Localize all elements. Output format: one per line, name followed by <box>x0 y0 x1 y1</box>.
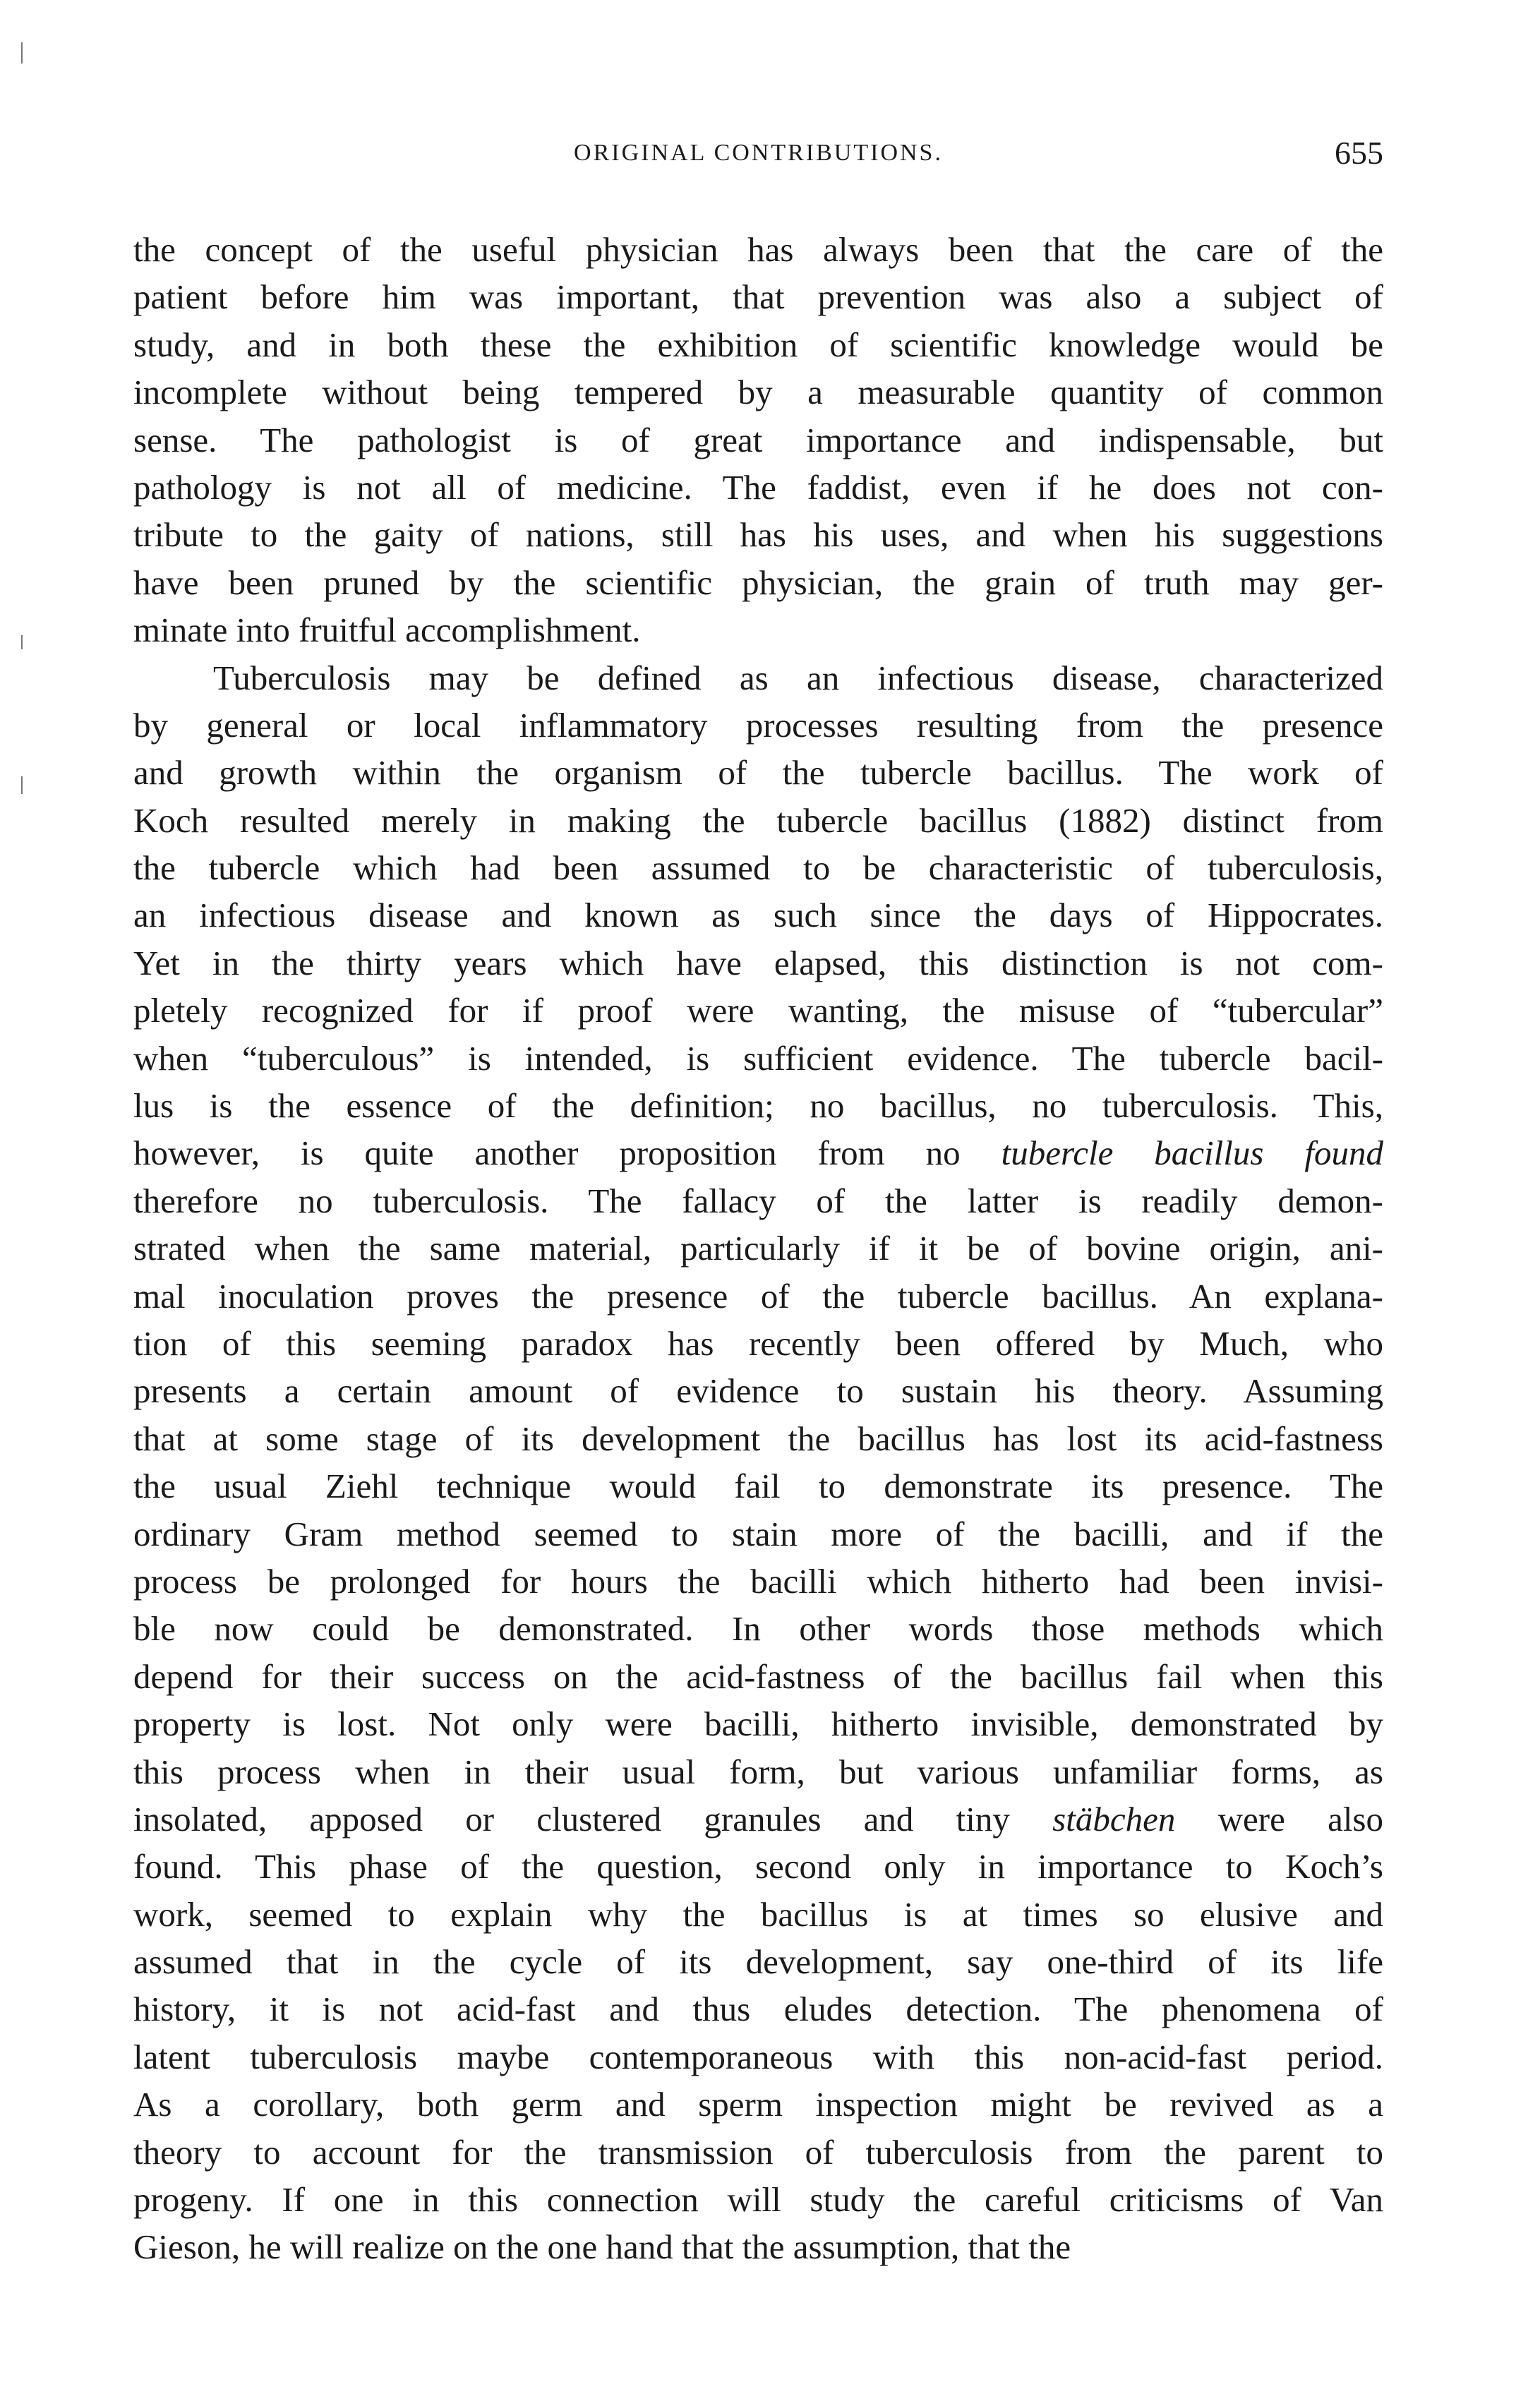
text-segment: presents a certain amount of evidence to sustain his theory. Assuming <box>133 1371 1383 1411</box>
text-segment: incomplete without being tempered by a measurable quantity of common <box>133 373 1383 412</box>
text-segment: pletely recognized for if proof were wanting, the misuse of “tubercular” <box>133 991 1383 1030</box>
scan-margin-mark <box>21 42 23 64</box>
text-line <box>133 1795 1383 1843</box>
text-segment: assumed that in the cycle of its development, say one-third of its life <box>133 1942 1383 1982</box>
text-segment: ble now could be demonstrated. In other words those methods which <box>133 1609 1383 1649</box>
text-segment: strated when the same material, particularly if it be of bovine origin, ani- <box>133 1229 1383 1268</box>
text-line <box>133 2129 1383 2176</box>
text-segment: ordinary Gram method seemed to stain more of the bacilli, and if the <box>133 1514 1383 1553</box>
body-text <box>133 226 1383 2271</box>
text-segment: study, and in both these the exhibition of scientific knowledge would be <box>133 325 1383 364</box>
text-line <box>133 464 1383 511</box>
text-segment: mal inoculation proves the presence of the tubercle bacillus. An explana- <box>133 1276 1383 1316</box>
text-segment: Yet in the thirty years which have elapsed, this distinction is not com- <box>133 943 1383 982</box>
text-line <box>133 1129 1383 1177</box>
text-segment: history, it is not acid-fast and thus eludes detection. The phenomena of <box>133 1990 1383 2029</box>
text-segment: property is lost. Not only were bacilli, hitherto invisible, demonstrated by <box>133 1704 1383 1744</box>
text-segment: insolated, apposed or clustered granules and tiny <box>133 1799 1053 1839</box>
text-segment: were also <box>1175 1799 1383 1839</box>
text-segment: found. This phase of the question, second only in importance to Koch’s <box>133 1847 1383 1886</box>
text-line <box>133 1510 1383 1558</box>
text-segment: work, seemed to explain why the bacillus is at times so elusive and <box>133 1894 1383 1934</box>
text-segment: and growth within the organism of the tubercle bacillus. The work of <box>133 753 1383 793</box>
text-segment: this process when in their usual form, but various unfamiliar forms, as <box>133 1752 1383 1791</box>
text-line <box>133 654 1383 702</box>
text-line <box>133 2176 1383 2223</box>
text-line <box>133 1605 1383 1652</box>
scan-margin-mark <box>21 776 23 794</box>
text-segment: Tuberculosis may be defined as an infectious disease, characterized <box>213 658 1383 697</box>
text-segment: lus is the essence of the definition; no bacillus, no tuberculosis. This, <box>133 1086 1383 1126</box>
text-line <box>133 1415 1383 1462</box>
text-segment: sense. The pathologist is of great importance and indispensable, but <box>133 420 1383 459</box>
text-segment: have been pruned by the scientific physician, the grain of truth may ger- <box>133 562 1383 602</box>
text-segment: tribute to the gaity of nations, still has his uses, and when his suggestions <box>133 515 1383 555</box>
text-line <box>133 1985 1383 2033</box>
text-line <box>133 2033 1383 2081</box>
text-line <box>133 1653 1383 1700</box>
text-segment: depend for their success on the acid-fastness of the bacillus fail when this <box>133 1656 1383 1696</box>
text-line <box>133 321 1383 368</box>
text-segment: when “tuberculous” is intended, is sufficient evidence. The tubercle bacil- <box>133 1038 1383 1078</box>
text-line <box>133 1700 1383 1747</box>
text-line <box>133 987 1383 1034</box>
text-segment: minate into fruitful accomplishment. <box>133 610 641 650</box>
text-segment: the concept of the useful physician has always been that the care of the <box>133 230 1383 269</box>
italic-text: stäbchen <box>1052 1799 1176 1839</box>
text-segment: the tubercle which had been assumed to be characteristic of tuberculosis, <box>133 848 1383 888</box>
text-segment: by general or local inflammatory processes resulting from the presence <box>133 705 1383 745</box>
text-line <box>133 1891 1383 1938</box>
text-line <box>133 1558 1383 1605</box>
text-line <box>133 1082 1383 1129</box>
text-line <box>133 368 1383 416</box>
text-line <box>133 1843 1383 1890</box>
running-head-title: ORIGINAL CONTRIBUTIONS. <box>574 140 943 166</box>
text-segment: theory to account for the transmission of tuberculosis from the parent to <box>133 2132 1383 2172</box>
text-line <box>133 1035 1383 1082</box>
text-segment: process be prolonged for hours the bacilli which hitherto had been invisi- <box>133 1561 1383 1601</box>
page-number: 655 <box>1335 135 1383 171</box>
text-line <box>133 1938 1383 1985</box>
text-segment: however, is quite another proposition from no <box>133 1133 1001 1173</box>
text-line <box>133 559 1383 606</box>
text-segment: Koch resulted merely in making the tubercle bacillus (1882) distinct from <box>133 800 1383 840</box>
text-line <box>133 606 1383 654</box>
text-line <box>133 511 1383 558</box>
text-line <box>133 273 1383 320</box>
text-line <box>133 1320 1383 1367</box>
text-line <box>133 2081 1383 2128</box>
text-line <box>133 1748 1383 1795</box>
text-line <box>133 226 1383 273</box>
text-line <box>133 416 1383 464</box>
text-segment: latent tuberculosis maybe contemporaneous with this non-acid-fast period. <box>133 2037 1383 2076</box>
text-line <box>133 1224 1383 1272</box>
text-line <box>133 1272 1383 1320</box>
text-segment: As a corollary, both germ and sperm inspection might be revived as a <box>133 2085 1383 2124</box>
text-line <box>133 749 1383 796</box>
text-line <box>133 939 1383 987</box>
text-segment: the usual Ziehl technique would fail to demonstrate its presence. The <box>133 1467 1383 1506</box>
text-segment: tion of this seeming paradox has recently been offered by Much, who <box>133 1323 1383 1363</box>
text-line <box>133 1367 1383 1414</box>
text-segment: patient before him was important, that prevention was also a subject of <box>133 277 1383 317</box>
text-segment: an infectious disease and known as such since the days of Hippocrates. <box>133 896 1383 935</box>
text-line <box>133 1177 1383 1224</box>
text-line <box>133 702 1383 749</box>
text-line <box>133 2223 1383 2270</box>
text-line <box>133 891 1383 939</box>
text-segment: pathology is not all of medicine. The faddist, even if he does not con- <box>133 467 1383 507</box>
text-segment: Gieson, he will realize on the one hand that the assumption, that the <box>133 2227 1071 2267</box>
running-head <box>133 134 1383 176</box>
italic-text: tubercle bacillus found <box>1001 1133 1383 1173</box>
text-line <box>133 844 1383 891</box>
text-line <box>133 1462 1383 1510</box>
text-segment: therefore no tuberculosis. The fallacy of the latter is readily demon- <box>133 1181 1383 1220</box>
text-line <box>133 797 1383 844</box>
scan-margin-mark <box>21 635 23 649</box>
text-segment: progeny. If one in this connection will study the careful criticisms of Van <box>133 2180 1383 2220</box>
text-segment: that at some stage of its development the bacillus has lost its acid-fastness <box>133 1419 1383 1458</box>
